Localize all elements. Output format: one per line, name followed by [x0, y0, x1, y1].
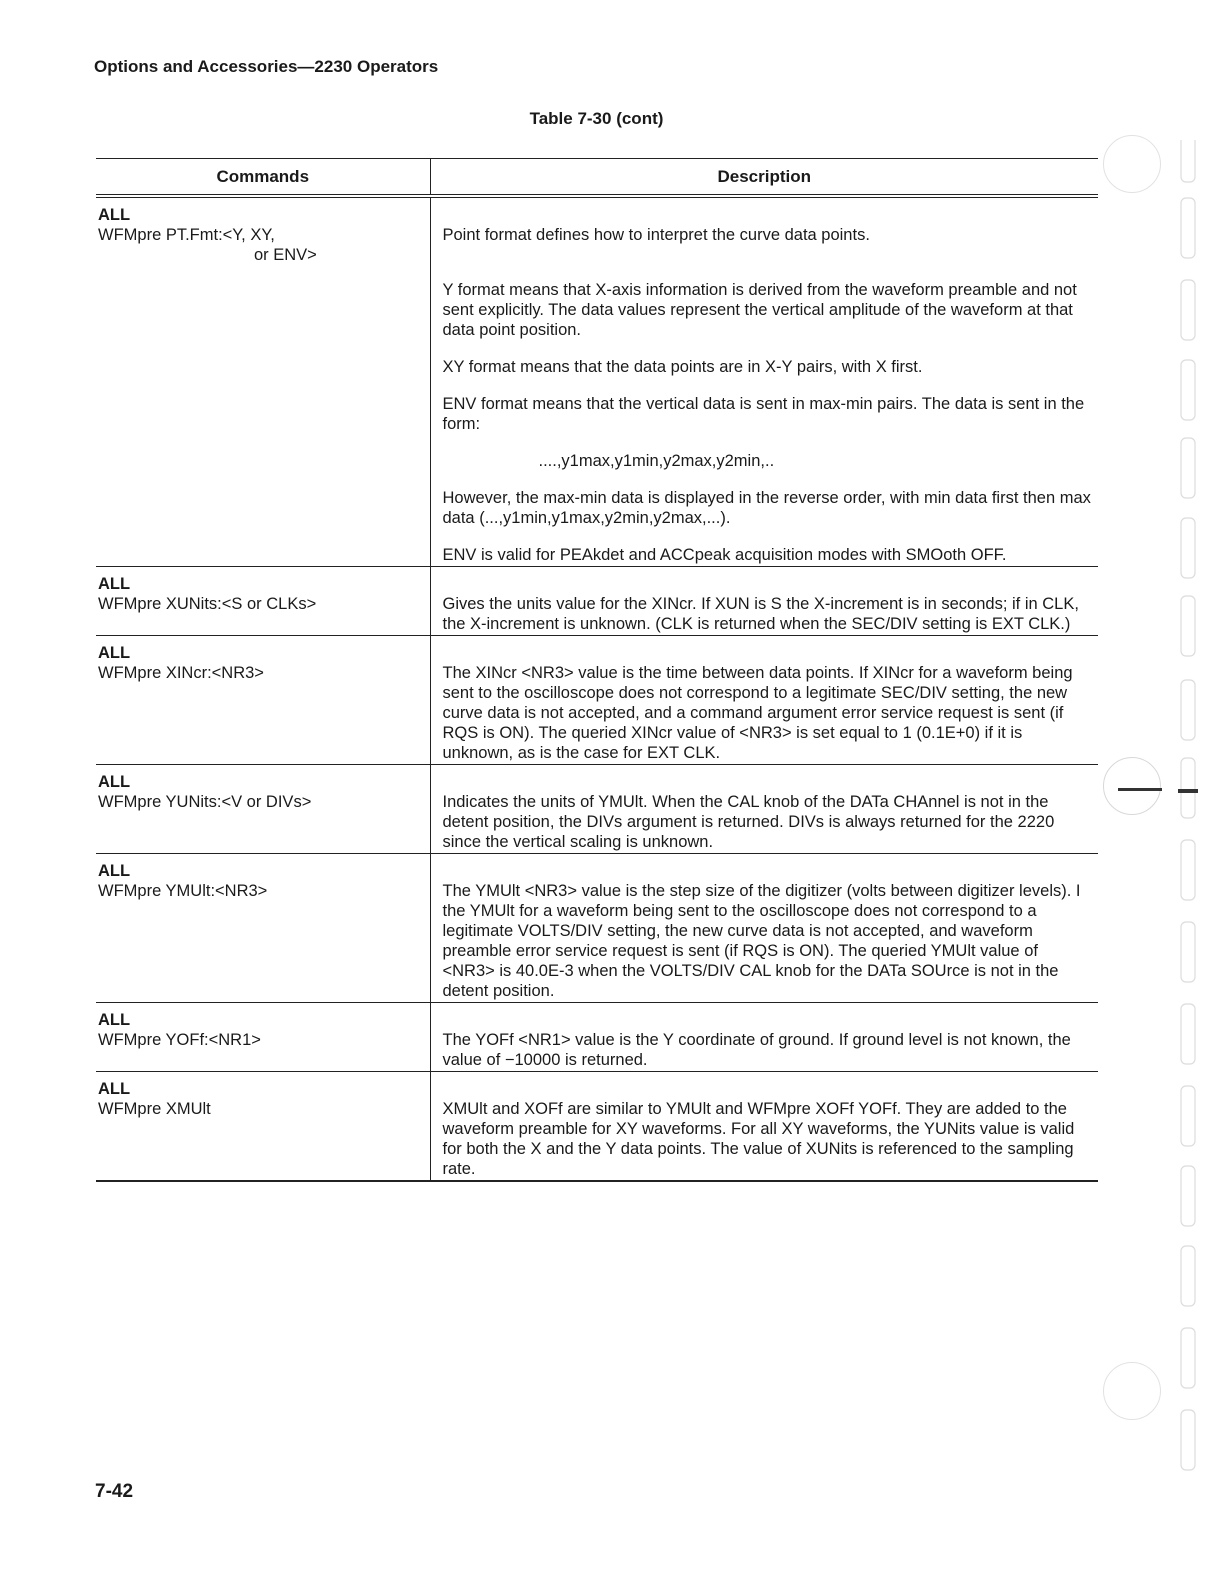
table-row: [96, 1072, 1098, 1182]
command-group: ALL: [98, 773, 131, 791]
table-title: Table 7-30 (cont): [529, 109, 664, 128]
description-paragraph: Indicates the units of YMUlt. When the CAL knob of the DATa CHAnnel is not in the detent position, the DIVs argument is returned. DIVs is always returned for the 2220 since the vertical scaling is unknown.: [442, 793, 1055, 851]
command-group: ALL: [98, 575, 131, 593]
command-name: WFMpre YUNits:<V or DIVs>: [98, 793, 312, 811]
command-cell: [96, 1003, 430, 1072]
description-cell: [430, 567, 1098, 636]
description-paragraph: Point format defines how to interpret the curve data points.: [442, 226, 870, 244]
description-cell: [430, 196, 1098, 567]
command-name: WFMpre XINcr:<NR3>: [98, 664, 264, 682]
command-name: WFMpre YOFf:<NR1>: [98, 1031, 261, 1049]
description-paragraph: The XINcr <NR3> value is the time between data points. If XINcr for a waveform being sent to the oscilloscope does not correspond to a legitimate SEC/DIV setting, the new curve data is not accepted, and a command argument error service request is sent (if RQS is ON). The queried XINcr value of <NR3> is set equal to 1 (0.1E+0) if it is unknown, as is the case for EXT CLK.: [442, 664, 1073, 762]
command-group: ALL: [98, 1011, 131, 1029]
running-head: Options and Accessories—2230 Operators: [94, 57, 439, 76]
header-commands: Commands: [96, 159, 430, 197]
table-row: [96, 854, 1098, 1003]
command-cell: [96, 196, 430, 567]
description-paragraph: The YMUlt <NR3> value is the step size of the digitizer (volts between digitizer levels). I the YMUlt for a waveform being sent to the oscilloscope does not correspond to a legitimate VOLTS/DIV setting, the new curve data is not accepted, and waveform preamble error service request is sent (if RQS is ON). The queried YMUlt value of <NR3> is 40.0E-3 when the VOLTS/DIV CAL knob for the DATa SOUrce is not in the detent position.: [442, 882, 1081, 1000]
command-cell: [96, 765, 430, 854]
punch-hole-rule: [1118, 788, 1162, 791]
command-name: WFMpre YMUlt:<NR3>: [98, 882, 268, 900]
description-cell: [430, 854, 1098, 1003]
description-paragraph: Gives the units value for the XINcr. If XUN is S the X-increment is in seconds; if in CLK, the X-increment is unknown. (CLK is returned when the SEC/DIV setting is EXT CLK.): [442, 595, 1079, 633]
command-group: ALL: [98, 862, 131, 880]
table-row: [96, 196, 1098, 567]
description-paragraph: ENV format means that the vertical data is sent in max-min pairs. The data is sent in the form:: [442, 395, 1085, 433]
binder-slots-graphic: [1176, 140, 1200, 1540]
commands-table: [96, 158, 1098, 1182]
description-cell: [430, 636, 1098, 765]
description-paragraph: The YOFf <NR1> value is the Y coordinate of ground. If ground level is not known, the value of −10000 is returned.: [442, 1031, 1071, 1069]
command-name-continuation: or ENV>: [254, 246, 317, 264]
command-cell: [96, 1072, 430, 1182]
description-cell: [430, 1072, 1098, 1182]
table-row: [96, 636, 1098, 765]
command-cell: [96, 636, 430, 765]
punch-hole-mark: [1103, 1362, 1161, 1420]
description-cell: [430, 1003, 1098, 1072]
description-paragraph: ENV is valid for PEAkdet and ACCpeak acquisition modes with SMOoth OFF.: [442, 546, 1007, 564]
punch-hole-mark: [1103, 757, 1161, 815]
punch-hole-mark: [1103, 135, 1161, 193]
header-description: Description: [430, 159, 1098, 197]
table-row: [96, 567, 1098, 636]
description-paragraph: XMUlt and XOFf are similar to YMUlt and WFMpre XOFf YOFf. They are added to the waveform preamble for XY waveforms. For all XY waveforms, the YUNits value is valid for both the X and the Y data points. The value of XUNits is referenced to the sampling rate.: [442, 1100, 1075, 1178]
command-group: ALL: [98, 206, 131, 224]
command-cell: [96, 567, 430, 636]
command-cell: [96, 854, 430, 1003]
table-header-row: [96, 159, 1098, 197]
command-group: ALL: [98, 644, 131, 662]
command-name: WFMpre XUNits:<S or CLKs>: [98, 595, 317, 613]
command-name: WFMpre XMUlt: [98, 1100, 211, 1118]
description-example: ....,y1max,y1min,y2max,y2min,..: [538, 452, 775, 470]
description-paragraph: However, the max-min data is displayed in the reverse order, with min data first then max data (...,y1min,y1max,y2min,y2max,...).: [442, 489, 1091, 527]
table-row: [96, 1003, 1098, 1072]
description-cell: [430, 765, 1098, 854]
description-paragraph: XY format means that the data points are in X-Y pairs, with X first.: [442, 358, 923, 376]
page-number: 7-42: [95, 1481, 134, 1502]
table-row: [96, 765, 1098, 854]
command-name: WFMpre PT.Fmt:<Y, XY,: [98, 226, 275, 244]
description-paragraph: Y format means that X-axis information is derived from the waveform preamble and not sent explicitly. The data values represent the vertical amplitude of the waveform at that data point position.: [442, 281, 1077, 339]
binder-margin-decoration: [1176, 140, 1200, 1540]
command-group: ALL: [98, 1080, 131, 1098]
